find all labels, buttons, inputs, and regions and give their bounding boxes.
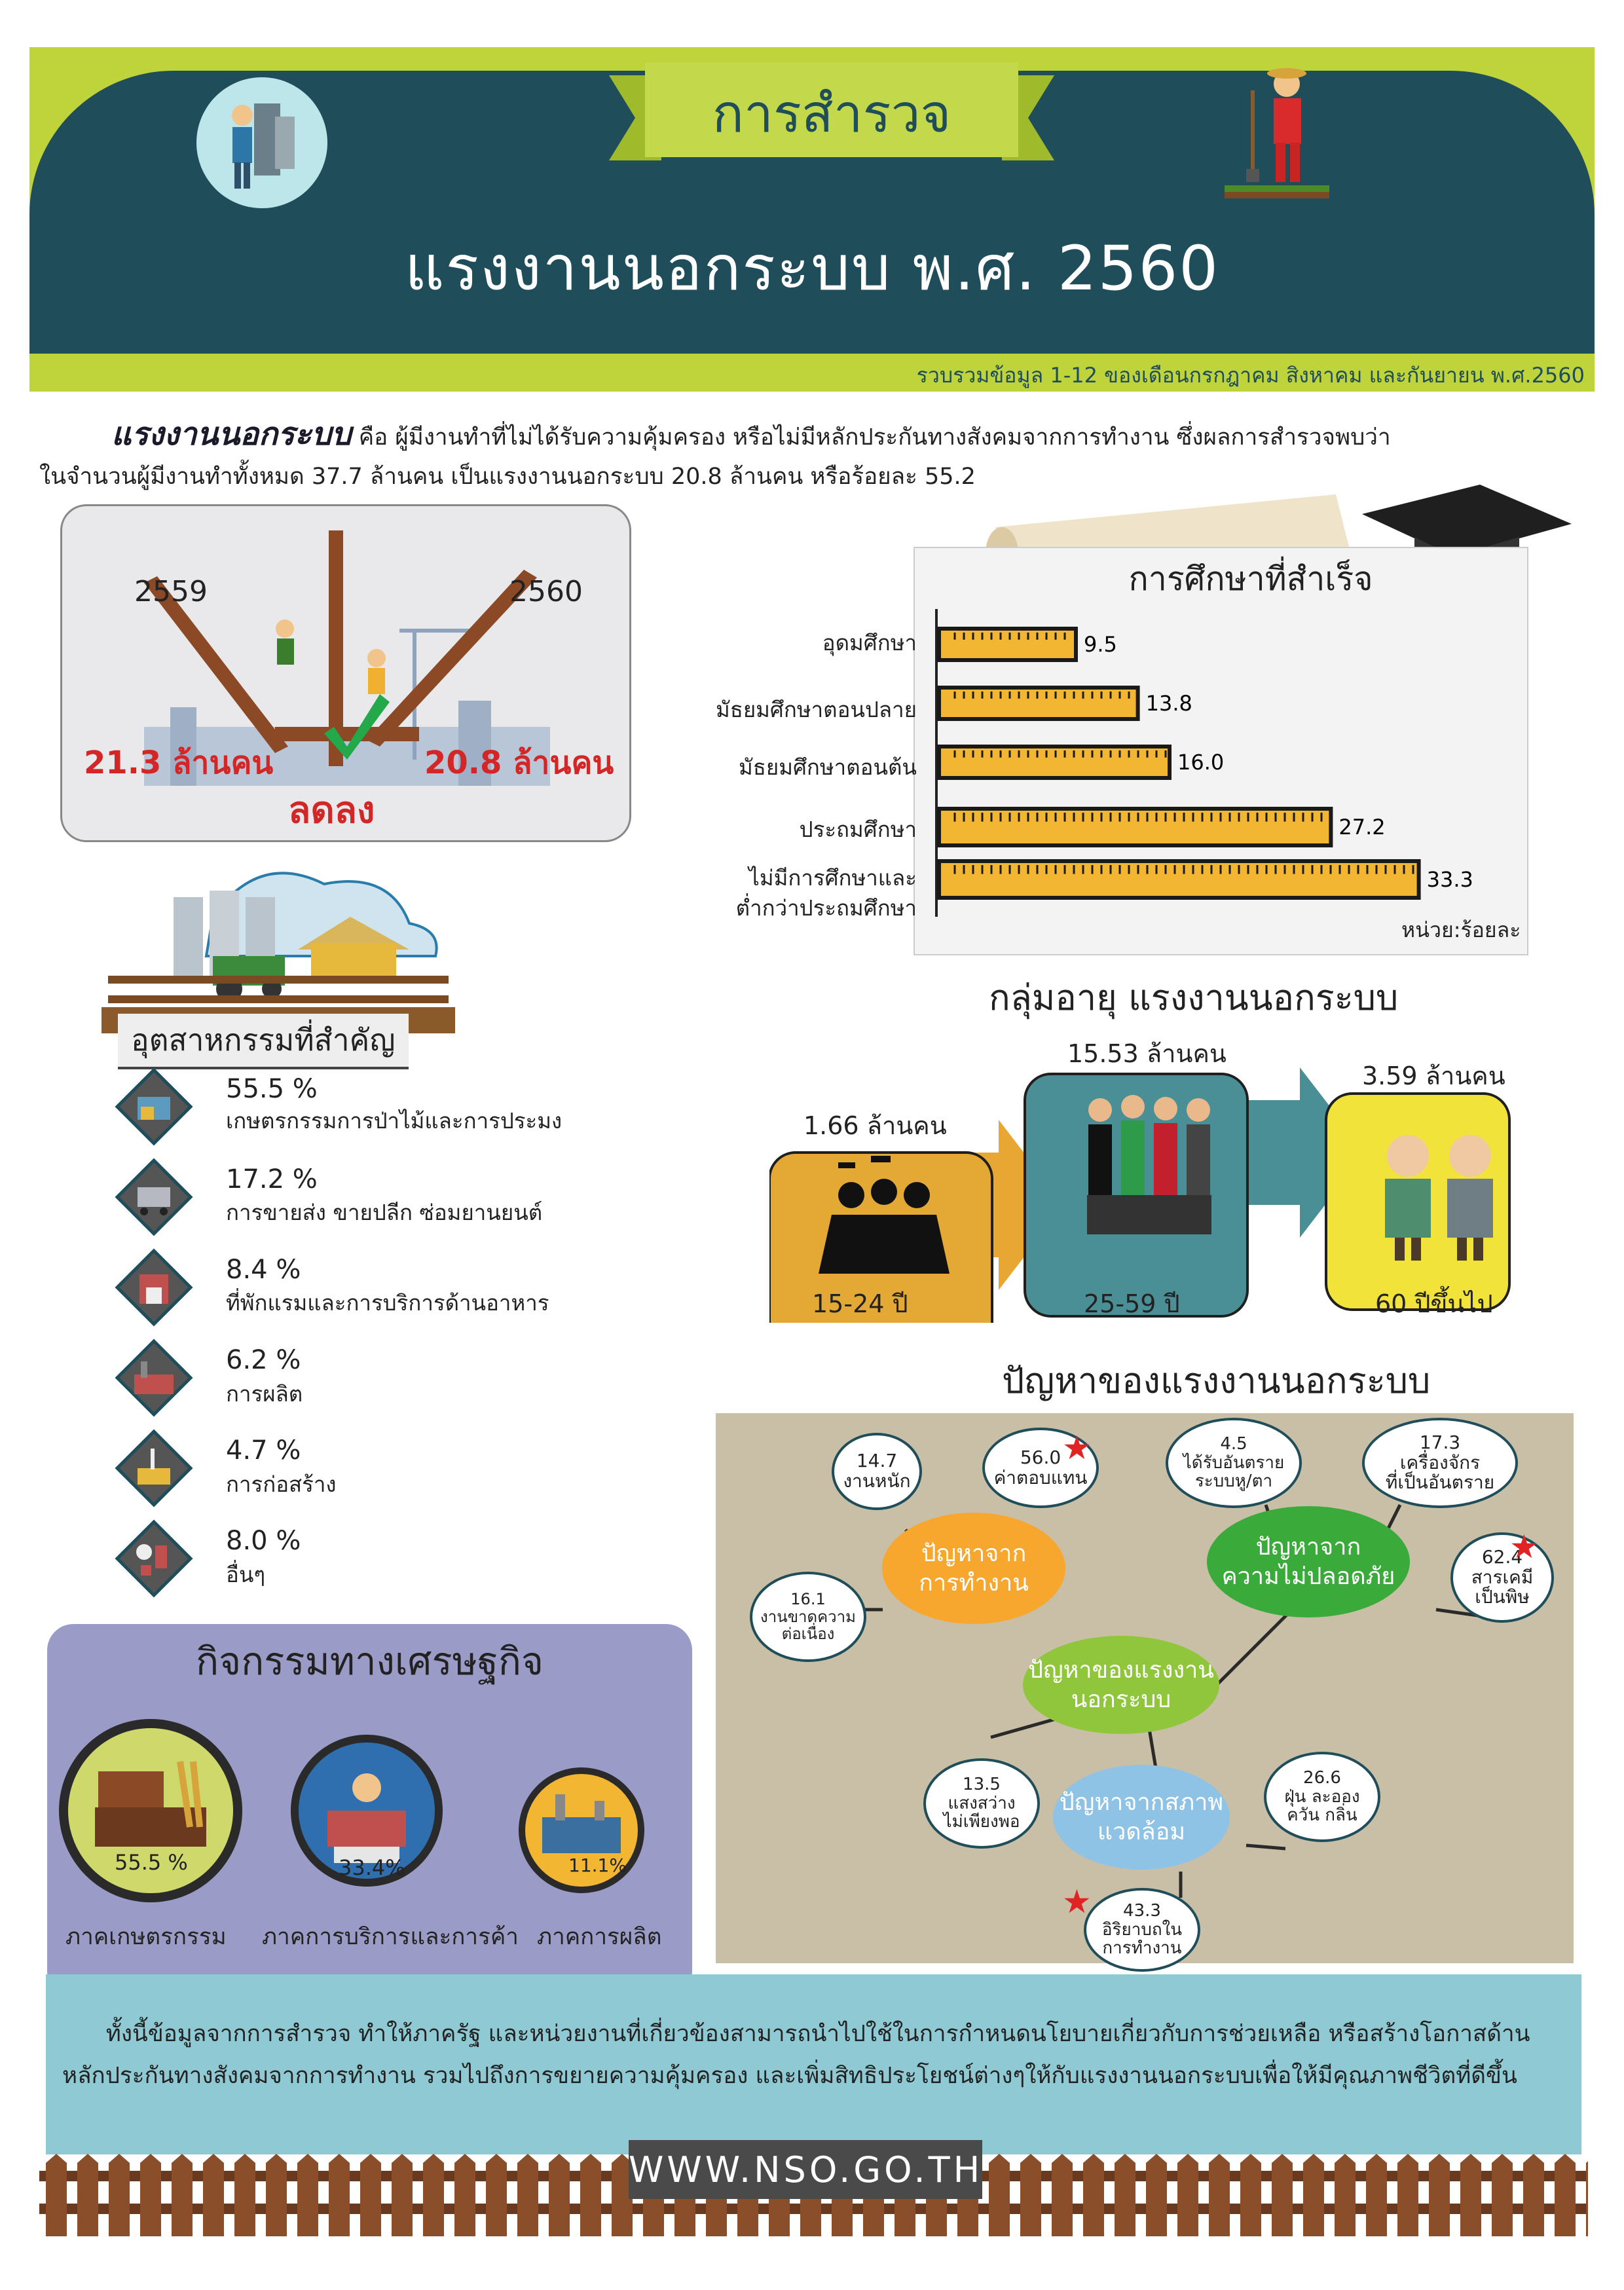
footer-text <box>62 2014 1562 2097</box>
website-link[interactable]: WWW.NSO.GO.TH <box>629 2149 984 2190</box>
industry-name-2: ที่พักแรมและการบริการด้านอาหาร <box>226 1290 549 1316</box>
edu-value-label-0: 9.5 <box>1084 632 1117 657</box>
education-bar-chart <box>930 609 1532 917</box>
work-problems-hub: ปัญหาจาก การทำงาน <box>882 1513 1065 1624</box>
hotel-icon <box>115 1248 193 1327</box>
problem-heavy-work: 14.7 งานหนัก <box>832 1433 922 1510</box>
edu-value-label-3: 27.2 <box>1338 815 1386 840</box>
fence-picket <box>423 2154 444 2236</box>
fence-picket <box>580 2154 601 2236</box>
worker-icon <box>196 77 327 208</box>
edu-bar-4 <box>939 861 1419 898</box>
problem-pay: 56.0 ค่าตอบแทน <box>982 1428 1099 1508</box>
age-section-title: กลุ่มอายุ แรงงานนอกระบบ <box>989 977 1399 1018</box>
elderly-couple-icon <box>1362 1126 1513 1264</box>
industry-name-0: เกษตรกรรมการป่าไม้และการประมง <box>226 1108 563 1134</box>
construction-icon <box>115 1429 193 1507</box>
fence-picket <box>109 2154 130 2236</box>
fence-picket <box>203 2154 224 2236</box>
fence-picket <box>1586 2154 1588 2236</box>
edu-label-4: ไม่มีการศึกษาและ ต่ำกว่าประถมศึกษา <box>735 865 917 921</box>
industry-pct-0: 55.5 % <box>226 1074 318 1104</box>
environment-problems-hub: ปัญหาจากสภาพ แวดล้อม <box>1053 1765 1230 1870</box>
adults-group-icon <box>1074 1090 1231 1241</box>
industry-pct-4: 4.7 % <box>226 1435 301 1466</box>
edu-label-2: มัธยมศึกษาตอนต้น <box>739 754 917 780</box>
chart-title: การศึกษาที่สำเร็จ <box>1128 560 1373 598</box>
industry-name-5: อื่นๆ <box>226 1562 266 1587</box>
fence-picket <box>1177 2154 1198 2236</box>
intro-line-1 <box>111 409 1585 459</box>
star-icon: ★ <box>1509 1528 1539 1566</box>
fence-picket <box>1146 2154 1167 2236</box>
value-2560: 20.8 ล้านคน <box>424 745 614 781</box>
agriculture-sector-badge <box>56 1716 246 1906</box>
fence-picket <box>360 2154 381 2236</box>
farmer-icon <box>1225 58 1329 198</box>
agriculture-icon <box>115 1067 193 1146</box>
intro-line-2: ในจำนวนผู้มีงานทำทั้งหมด 37.7 ล้านคน เป็นแรงงานนอกระบบ 20.8 ล้านคน หรือร้อยละ 55.2 <box>39 464 976 490</box>
fence-picket <box>392 2154 413 2236</box>
edu-value-label-4: 33.3 <box>1426 867 1473 892</box>
fence-picket <box>297 2154 318 2236</box>
fence-picket <box>1335 2154 1356 2236</box>
fence-picket <box>1397 2154 1418 2236</box>
problem-posture: 43.3 อิริยาบถใน การทำงาน <box>1084 1888 1200 1972</box>
industry-pct-2: 8.4 % <box>226 1255 301 1285</box>
fence-picket <box>1115 2154 1135 2236</box>
main-title: แรงงานนอกระบบ พ.ศ. 2560 <box>404 233 1220 305</box>
service-caption: ภาคการบริการและการค้า <box>262 1924 519 1950</box>
fence-picket <box>172 2154 193 2236</box>
problem-dust: 26.6 ฝุ่น ละออง ควัน กลิ่น <box>1264 1752 1380 1842</box>
fence-picket <box>1555 2154 1576 2236</box>
graduates-icon <box>812 1156 956 1280</box>
fence-picket <box>1209 2154 1230 2236</box>
footer-paragraph: ทั้งนี้ข้อมูลจากการสำรวจ ทำให้ภาครัฐ และหน่วยงานที่เกี่ยวข้องสามารถนำไปใช้ในการกำหนดนโยบายเกี่ยวกับการช่วยเหลือ หรือสร้างโอกาสด้านหลักประกันทางสังคมจากการทำงาน รวมไปถึงการขยายความคุ้มครอง และเพิ่มสิทธิประโยชน์ต่างๆให้กับแรงงานนอกระบบเพื่อให้มีคุณภาพชีวิตที่ดีขึ้น <box>62 2021 1530 2089</box>
fence-picket <box>46 2154 67 2236</box>
fence-picket <box>1052 2154 1073 2236</box>
star-icon: ★ <box>1062 1883 1092 1921</box>
fence-picket <box>1272 2154 1293 2236</box>
fence-picket <box>517 2154 538 2236</box>
age-range-15-24: 15-24 ปี <box>812 1289 908 1318</box>
factory-icon <box>115 1339 193 1417</box>
edu-value-label-1: 13.8 <box>1145 691 1192 716</box>
intro-term: แรงงานนอกระบบ <box>111 416 352 452</box>
fence-picket <box>1083 2154 1104 2236</box>
fence-picket <box>77 2154 98 2236</box>
age-count-60-plus: 3.59 ล้านคน <box>1362 1062 1505 1090</box>
ribbon-title: การสำรวจ <box>712 83 951 144</box>
data-period: รวบรวมข้อมูล 1-12 ของเดือนกรกฎาคม สิงหาคม และกันยายน พ.ศ.2560 <box>916 363 1585 388</box>
fence-picket <box>1460 2154 1481 2236</box>
age-count-15-24: 1.66 ล้านคน <box>803 1111 947 1140</box>
industry-name-4: การก่อสร้าง <box>226 1471 337 1497</box>
unit-label: หน่วย:ร้อยละ <box>1401 917 1521 942</box>
fence-picket <box>1240 2154 1261 2236</box>
fence-picket <box>266 2154 287 2236</box>
fence-picket <box>486 2154 507 2236</box>
problem-chemical: 62.4 สารเคมี เป็นพิษ <box>1450 1532 1554 1623</box>
problem-discontinuous: 16.1 งานขาดความ ต่อเนื่อง <box>750 1572 866 1662</box>
industry-pct-3: 6.2 % <box>226 1345 301 1375</box>
fence-picket <box>329 2154 350 2236</box>
manufacturing-caption: ภาคการผลิต <box>537 1924 662 1950</box>
manufacturing-sector-badge <box>516 1765 647 1896</box>
age-range-25-59: 25-59 ปี <box>1084 1289 1180 1318</box>
edu-label-3: ประถมศึกษา <box>799 817 917 842</box>
edu-bar-3 <box>939 809 1331 845</box>
fence-picket <box>1020 2154 1041 2236</box>
problem-accident: 4.5 ได้รับอันตราย ระบบหู/ตา <box>1166 1418 1302 1508</box>
shopping-cart-icon <box>115 1158 193 1236</box>
industry-pct-5: 8.0 % <box>226 1526 301 1556</box>
problem-light: 13.5 แสงสว่าง ไม่เพียงพอ <box>923 1758 1040 1849</box>
fence-picket <box>234 2154 255 2236</box>
fence-picket <box>1303 2154 1324 2236</box>
fence-picket <box>1492 2154 1513 2236</box>
industries-title: อุตสาหกรรมที่สำคัญ <box>118 1014 409 1069</box>
manufacturing-pct: 11.1% <box>568 1855 627 1876</box>
fence-picket <box>1523 2154 1544 2236</box>
industry-name-1: การขายส่ง ขายปลีก ซ่อมยานยนต์ <box>226 1200 543 1225</box>
fence-picket <box>1429 2154 1450 2236</box>
center-problems-hub: ปัญหาของแรงงาน นอกระบบ <box>1023 1636 1219 1734</box>
fence-picket <box>1366 2154 1387 2236</box>
edu-label-0: อุดมศึกษา <box>822 630 917 656</box>
other-icon <box>115 1519 193 1598</box>
decrease-label: ลดลง <box>288 789 375 832</box>
safety-problems-hub: ปัญหาจาก ความไม่ปลอดภัย <box>1207 1506 1410 1617</box>
fence-picket <box>140 2154 161 2236</box>
fence-picket <box>454 2154 475 2236</box>
farm-illustration <box>101 845 455 1041</box>
edu-label-1: มัธยมศึกษาตอนปลาย <box>715 697 917 722</box>
age-count-25-59: 15.53 ล้านคน <box>1067 1039 1227 1068</box>
problems-title: ปัญหาของแรงงานนอกระบบ <box>1002 1360 1431 1401</box>
fence-picket <box>549 2154 570 2236</box>
problem-machine: 17.3 เครื่องจักร ที่เป็นอันตราย <box>1362 1418 1518 1508</box>
edu-value-label-2: 16.0 <box>1177 750 1225 775</box>
industry-name-3: การผลิต <box>226 1381 303 1407</box>
value-2559: 21.3 ล้านคน <box>84 745 274 781</box>
year-2559: 2559 <box>134 575 208 608</box>
star-icon: ★ <box>1062 1429 1092 1467</box>
fence-picket <box>989 2154 1010 2236</box>
intro-definition: คือ ผู้มีงานทำที่ไม่ได้รับความคุ้มครอง หรือไม่มีหลักประกันทางสังคมจากการทำงาน ซึ่งผลการสำรวจพบว่า <box>358 424 1391 451</box>
year-2560: 2560 <box>509 575 583 608</box>
industry-pct-1: 17.2 % <box>226 1164 318 1194</box>
edu-bar-1 <box>939 688 1138 719</box>
age-range-60-plus: 60 ปีขึ้นไป <box>1375 1289 1493 1318</box>
agriculture-caption: ภาคเกษตรกรรม <box>65 1924 227 1950</box>
service-pct: 33.4% <box>339 1855 405 1880</box>
economic-title: กิจกรรมทางเศรษฐกิจ <box>195 1639 544 1684</box>
agriculture-pct: 55.5 % <box>115 1850 188 1875</box>
